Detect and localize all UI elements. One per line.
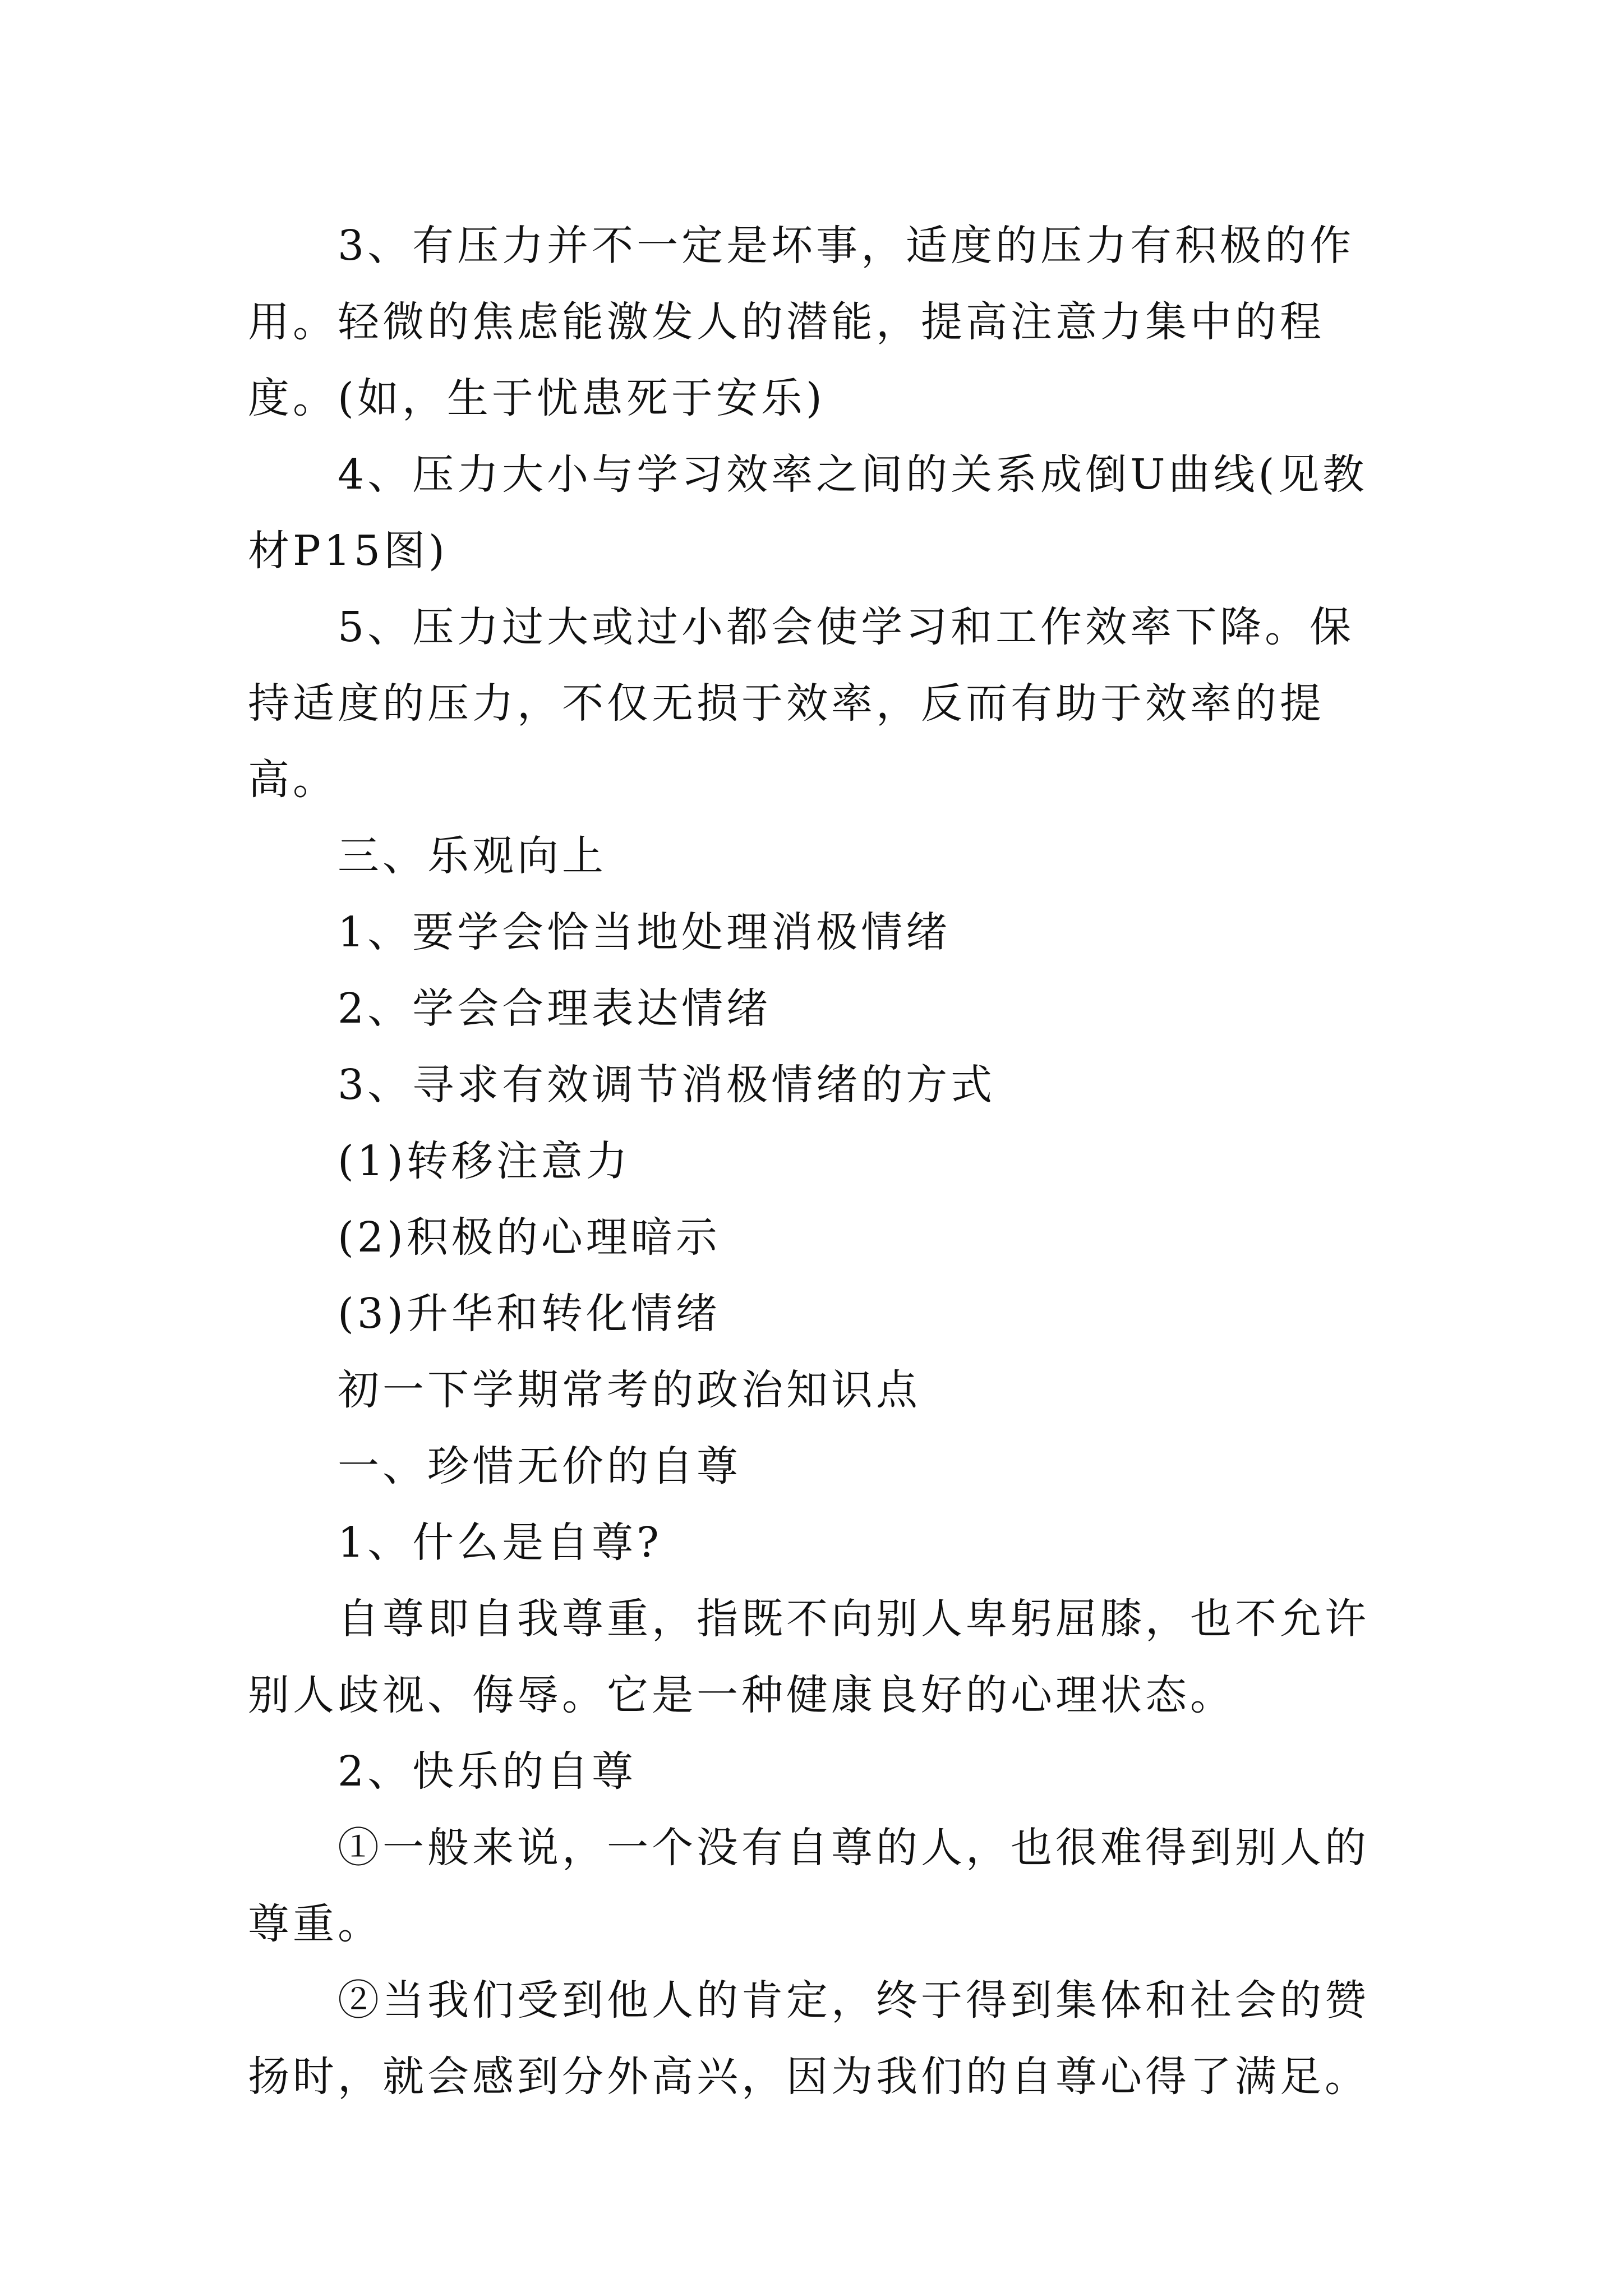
section-heading-optimism: 三、乐观向上 [338, 832, 607, 880]
list-item: 3、寻求有效调节消极情绪的方式 [338, 1061, 996, 1109]
sub-list-item: (1)转移注意力 [338, 1137, 631, 1185]
paragraph-self-respect-definition: 自尊即自我尊重，指既不向别人卑躬屈膝，也不允许别人歧视、侮辱。它是一种健康良好的心理状态。 [248, 1595, 1370, 1719]
paragraph-pressure-efficiency: 5、压力过大或过小都会使学习和工作效率下降。保持适度的压力，不仅无损于效率，反而有助于效率的提高。 [248, 603, 1355, 804]
section-heading-self-respect: 一、珍惜无价的自尊 [338, 1442, 741, 1490]
paragraph-point-1: ①一般来说，一个没有自尊的人，也很难得到别人的尊重。 [248, 1824, 1370, 1948]
paragraph-pressure-positive: 3、有压力并不一定是坏事，适度的压力有积极的作用。轻微的焦虑能激发人的潜能，提高注意力集中的程度。(如，生于忧患死于安乐) [248, 222, 1355, 422]
list-item: 1、什么是自尊? [338, 1519, 662, 1567]
list-item: 2、学会合理表达情绪 [338, 984, 772, 1033]
paragraph-pressure-curve: 4、压力大小与学习效率之间的关系成倒U曲线(见教材P15图) [248, 450, 1368, 575]
list-item: 1、要学会恰当地处理消极情绪 [338, 908, 951, 956]
paragraph-point-2: ②当我们受到他人的肯定，终于得到集体和社会的赞扬时，就会感到分外高兴，因为我们的自尊心得了满足。 [248, 1976, 1370, 2101]
list-item: 2、快乐的自尊 [338, 1747, 637, 1796]
section-title: 初一下学期常考的政治知识点 [338, 1366, 921, 1414]
sub-list-item: (2)积极的心理暗示 [338, 1213, 721, 1262]
document-body [248, 208, 1392, 2115]
sub-list-item: (3)升华和转化情绪 [338, 1290, 721, 1338]
